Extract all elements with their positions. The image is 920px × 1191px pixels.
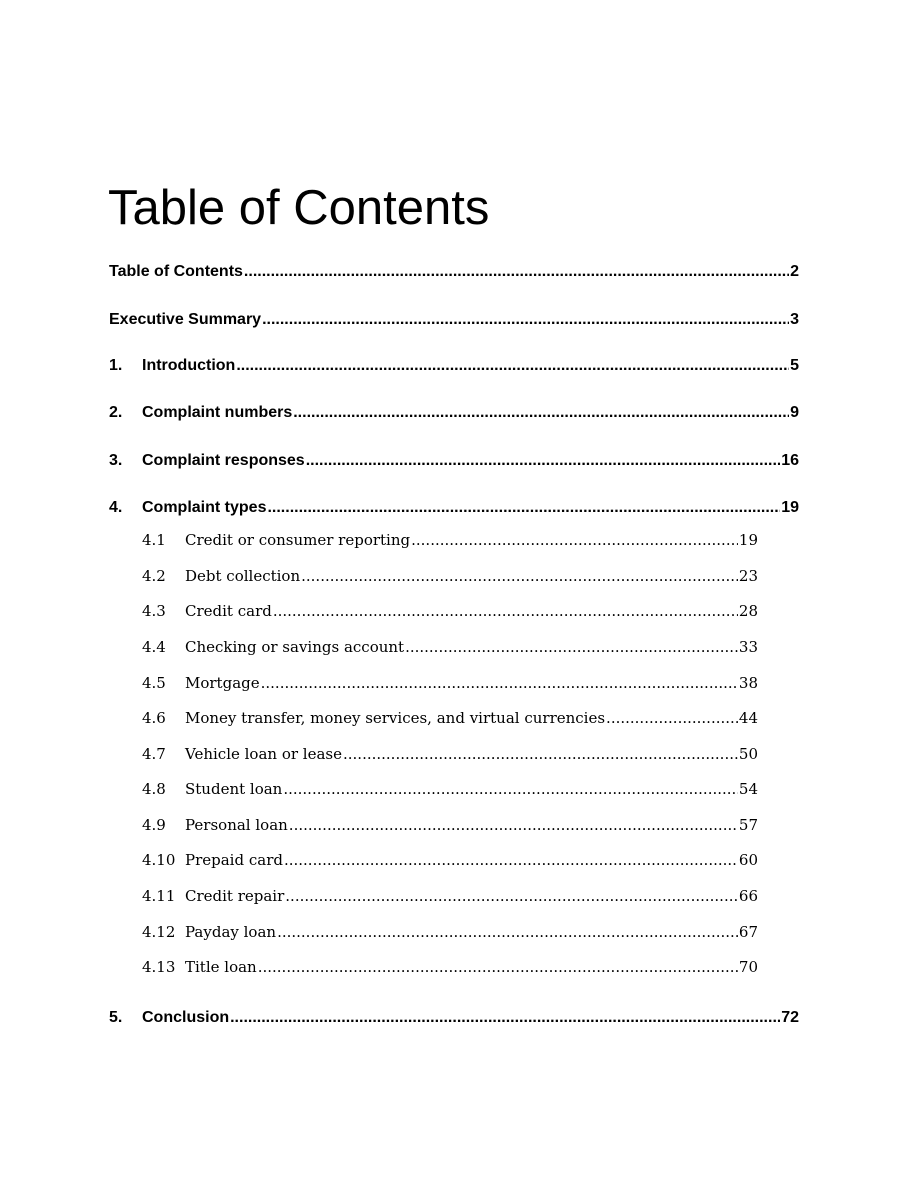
- toc-subentry-title-loan[interactable]: [142, 957, 758, 977]
- toc-page-number: 38: [738, 674, 758, 692]
- toc-subentry-number: 4.13: [142, 958, 176, 976]
- toc-subentry-personal-loan[interactable]: [142, 815, 758, 835]
- toc-subentry-checking-or-savings-account[interactable]: [142, 637, 758, 657]
- toc-subentry-number: 4.1: [142, 531, 166, 549]
- toc-page-number: 28: [738, 602, 758, 620]
- dot-leader: [236, 356, 789, 376]
- toc-entry-label: Complaint numbers: [142, 404, 293, 421]
- toc-subentry-label: Credit or consumer reporting: [185, 531, 411, 549]
- toc-entry-number: 3.: [109, 452, 123, 469]
- dot-leader: [230, 1008, 780, 1028]
- toc-subentry-number: 4.8: [142, 780, 166, 798]
- toc-subentry-number: 4.2: [142, 567, 166, 585]
- toc-subentry-money-transfer[interactable]: [142, 708, 758, 728]
- toc-subentry-number: 4.6: [142, 709, 166, 727]
- toc-page-number: 54: [738, 780, 758, 798]
- dot-leader: [285, 886, 738, 906]
- toc-entry-label: Conclusion: [142, 1009, 230, 1026]
- toc-subentry-number: 4.4: [142, 638, 166, 656]
- toc-entry-introduction[interactable]: [109, 356, 799, 376]
- toc-subentry-payday-loan[interactable]: [142, 922, 758, 942]
- toc-subentry-vehicle-loan-or-lease[interactable]: [142, 744, 758, 764]
- dot-leader: [411, 530, 738, 550]
- toc-entry-label: Complaint responses: [142, 452, 305, 469]
- toc-page-number: 16: [781, 452, 799, 469]
- toc-subentry-label: Title loan: [185, 958, 257, 976]
- toc-subentry-label: Money transfer, money services, and virtual currencies: [185, 709, 606, 727]
- dot-leader: [293, 403, 789, 423]
- dot-leader: [267, 498, 780, 518]
- toc-entry-label: Complaint types: [142, 499, 267, 516]
- toc-page-number: 19: [781, 499, 799, 516]
- toc-entry-number: 2.: [109, 404, 123, 421]
- toc-subentry-number: 4.10: [142, 851, 176, 869]
- toc-entry-conclusion[interactable]: [109, 1008, 799, 1028]
- toc-entry-table-of-contents[interactable]: [109, 262, 799, 282]
- dot-leader: [277, 922, 738, 942]
- toc-subentry-credit-or-consumer-reporting[interactable]: [142, 530, 758, 550]
- toc-subentry-label: Student loan: [185, 780, 283, 798]
- toc-subentry-prepaid-card[interactable]: [142, 850, 758, 870]
- toc-entry-label: Executive Summary: [109, 311, 262, 328]
- toc-page-number: 57: [738, 816, 758, 834]
- toc-page-number: 60: [738, 851, 758, 869]
- toc-entry-number: 4.: [109, 499, 123, 516]
- toc-page-number: 9: [790, 404, 799, 421]
- toc-subentry-label: Debt collection: [185, 567, 301, 585]
- toc-entry-label: Introduction: [142, 357, 236, 374]
- toc-subentry-label: Payday loan: [185, 923, 277, 941]
- toc-subentry-number: 4.12: [142, 923, 176, 941]
- toc-subentry-number: 4.11: [142, 887, 176, 905]
- toc-page-number: 66: [738, 887, 758, 905]
- toc-page-number: 19: [738, 531, 758, 549]
- toc-subentry-label: Mortgage: [185, 674, 260, 692]
- dot-leader: [261, 673, 738, 693]
- toc-subentry-label: Prepaid card: [185, 851, 283, 869]
- toc-entry-number: 1.: [109, 357, 123, 374]
- toc-subentry-label: Vehicle loan or lease: [185, 745, 342, 763]
- toc-entry-number: 5.: [109, 1009, 123, 1026]
- page-title: Table of Contents: [108, 181, 490, 235]
- dot-leader: [262, 310, 789, 330]
- dot-leader: [343, 744, 738, 764]
- dot-leader: [273, 601, 738, 621]
- dot-leader: [283, 779, 738, 799]
- toc-page-number: 23: [738, 567, 758, 585]
- toc-page-number: 3: [790, 311, 799, 328]
- dot-leader: [405, 637, 738, 657]
- toc-page-number: 67: [738, 923, 758, 941]
- toc-page-number: 72: [781, 1009, 799, 1026]
- dot-leader: [301, 566, 738, 586]
- toc-subentry-label: Credit card: [185, 602, 272, 620]
- toc-subentry-label: Credit repair: [185, 887, 285, 905]
- toc-entry-complaint-numbers[interactable]: [109, 403, 799, 423]
- toc-page-number: 44: [738, 709, 758, 727]
- dot-leader: [244, 262, 789, 282]
- toc-subentry-credit-card[interactable]: [142, 601, 758, 621]
- toc-subentry-label: Personal loan: [185, 816, 288, 834]
- toc-page-number: 50: [738, 745, 758, 763]
- toc-subentry-number: 4.5: [142, 674, 166, 692]
- toc-page-number: 33: [738, 638, 758, 656]
- dot-leader: [284, 850, 738, 870]
- toc-entry-complaint-types[interactable]: [109, 498, 799, 518]
- toc-entry-executive-summary[interactable]: [109, 310, 799, 330]
- toc-subentry-mortgage[interactable]: [142, 673, 758, 693]
- toc-page-number: 70: [738, 958, 758, 976]
- toc-subentry-label: Checking or savings account: [185, 638, 405, 656]
- dot-leader: [258, 957, 738, 977]
- toc-page-number: 2: [790, 263, 799, 280]
- toc-subentry-number: 4.9: [142, 816, 166, 834]
- toc-subentry-student-loan[interactable]: [142, 779, 758, 799]
- toc-entry-label: Table of Contents: [109, 263, 243, 280]
- toc-entry-complaint-responses[interactable]: [109, 451, 799, 471]
- dot-leader: [289, 815, 738, 835]
- dot-leader: [306, 451, 781, 471]
- toc-subentry-number: 4.7: [142, 745, 166, 763]
- toc-subentry-credit-repair[interactable]: [142, 886, 758, 906]
- toc-subentry-number: 4.3: [142, 602, 166, 620]
- toc-page-number: 5: [790, 357, 799, 374]
- dot-leader: [606, 708, 738, 728]
- toc-subentry-debt-collection[interactable]: [142, 566, 758, 586]
